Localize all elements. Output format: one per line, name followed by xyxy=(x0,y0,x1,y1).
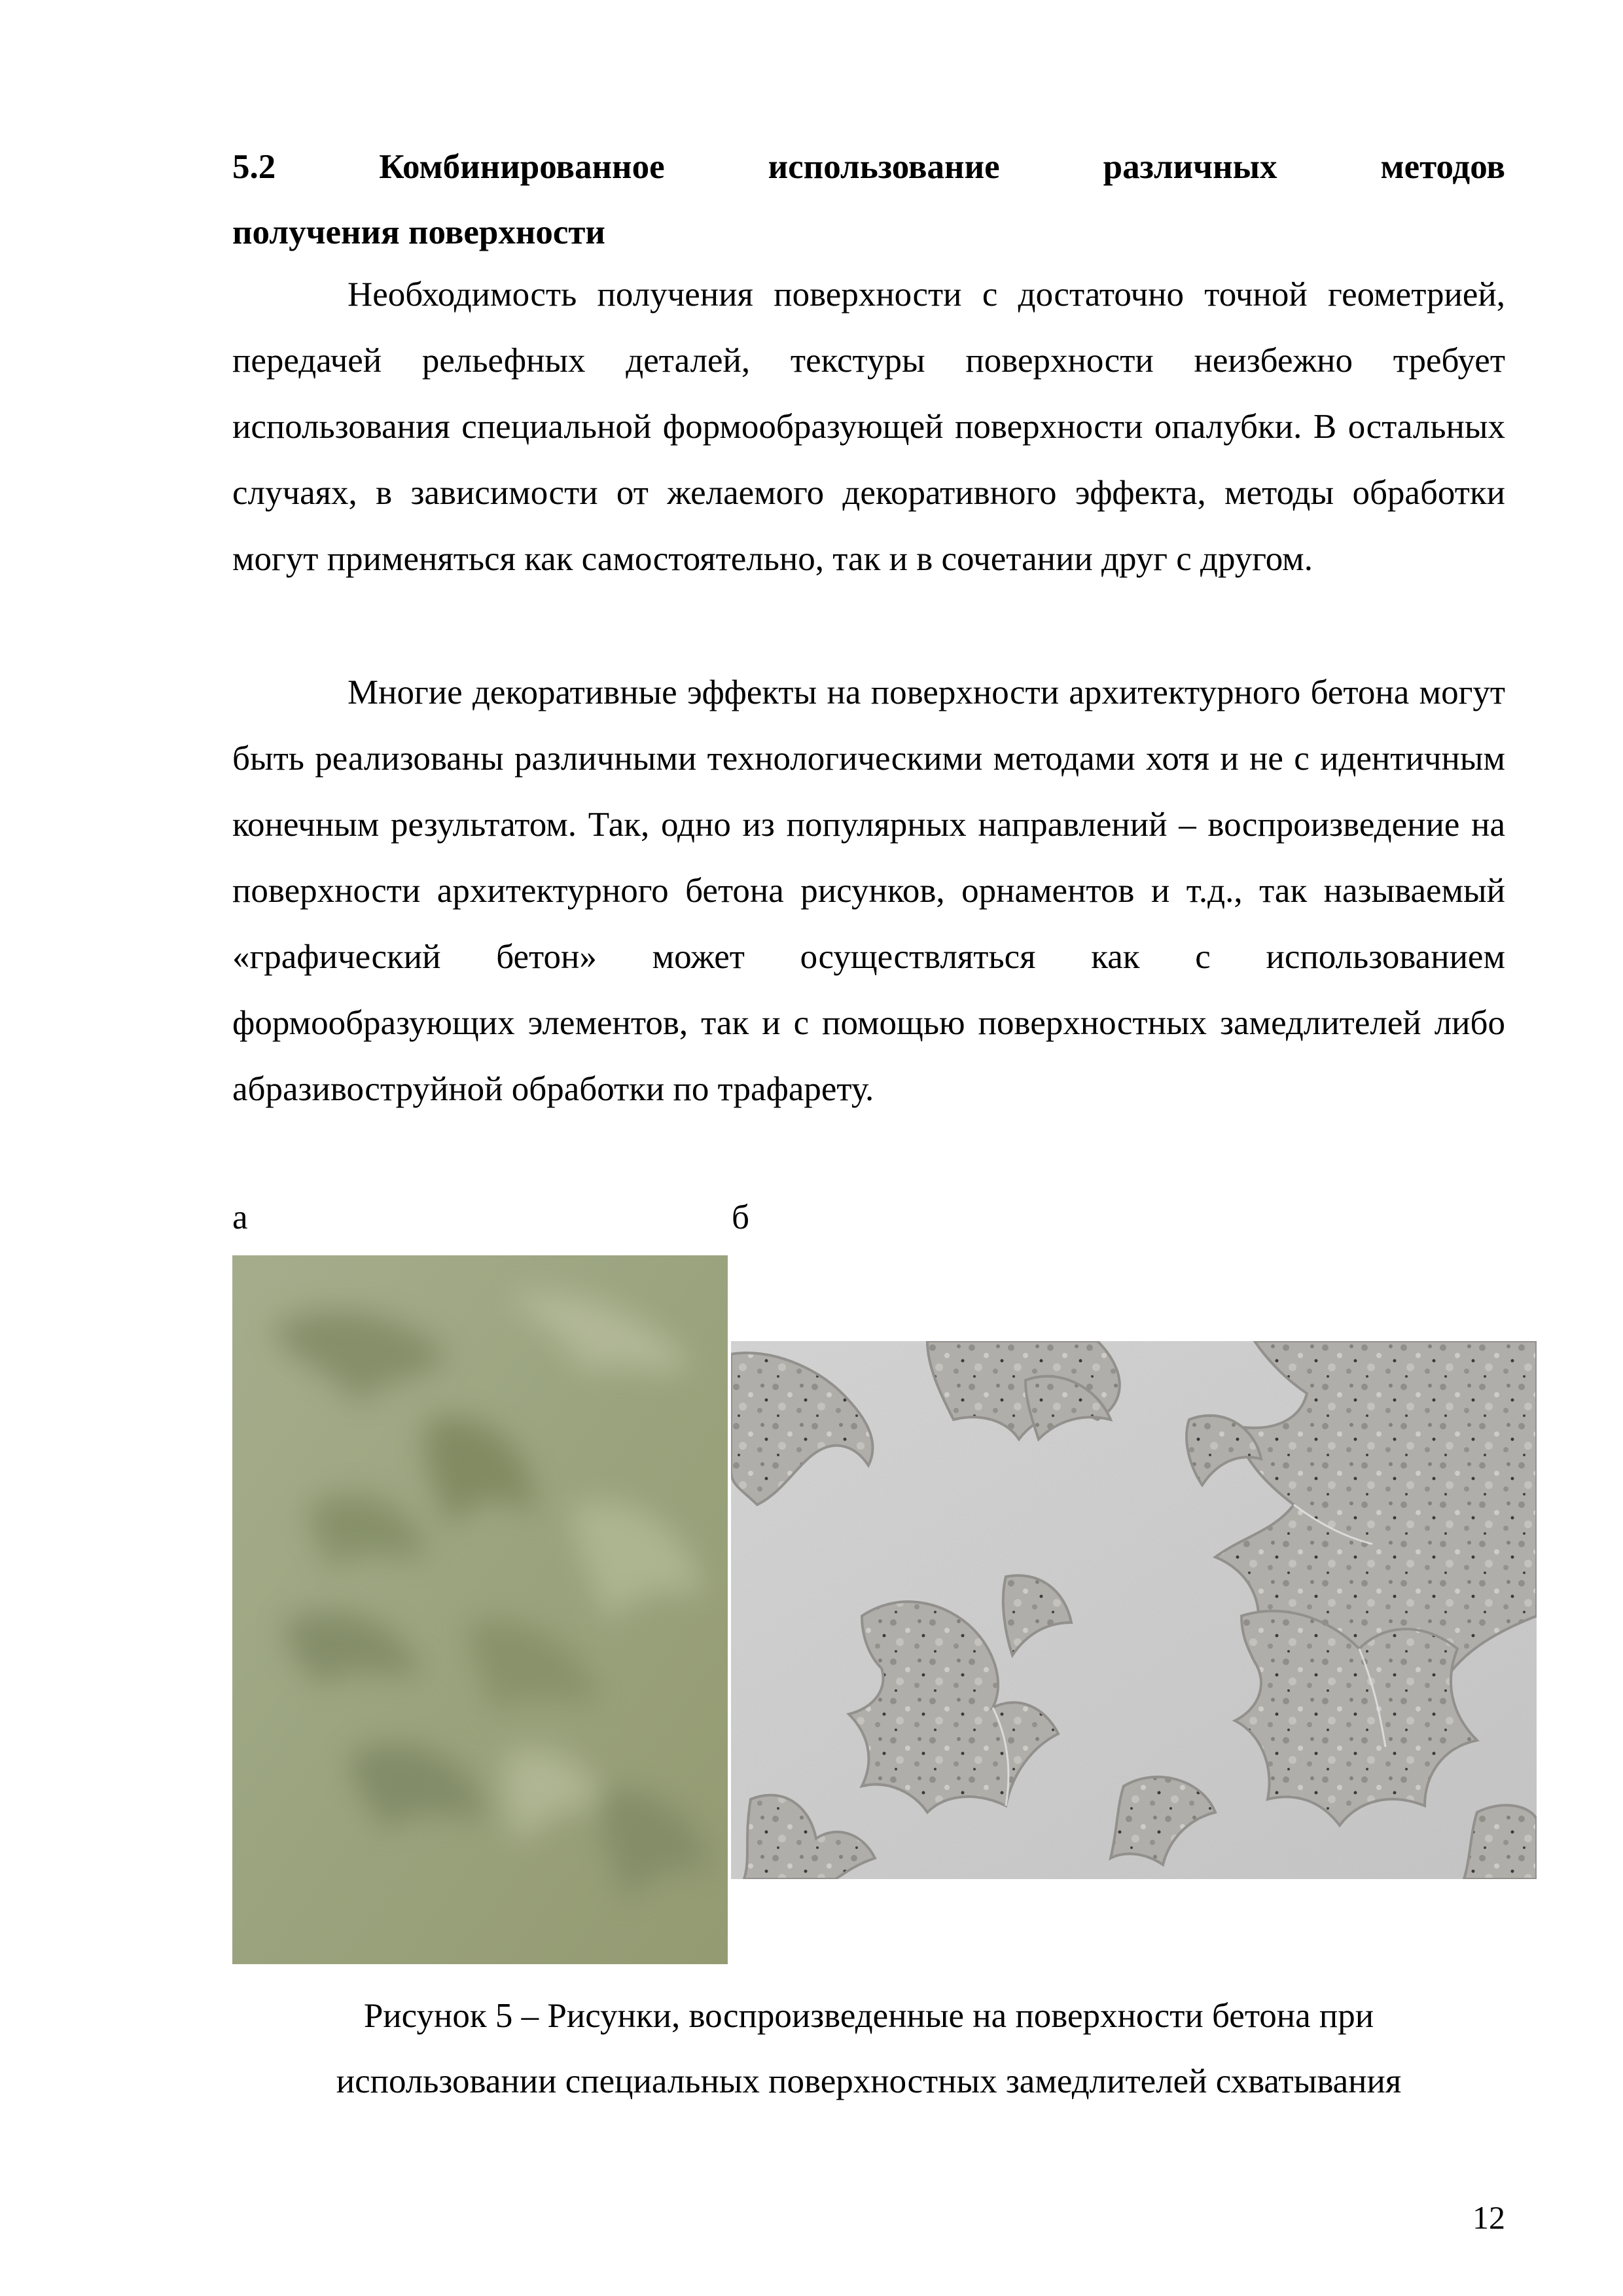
section-heading-line1 xyxy=(232,134,1505,200)
figure-label-b: б xyxy=(732,1198,749,1236)
figure-caption-line1: Рисунок 5 – Рисунки, воспроизведенные на поверхности бетона при xyxy=(363,1997,1374,2035)
heading-word: использование xyxy=(768,148,1000,186)
section-number: 5.2 xyxy=(232,148,276,186)
paragraph-1: Необходимость получения поверхности с достаточно точной геометрией, передачей рельефных деталей, текстуры поверхности неизбежно требует использования специальной формообразующей поверхности опалубки. В остальных случаях, в зависимости от желаемого декоративного эффекта, методы обработки могут применяться как самостоятельно, так и в сочетании друг с другом. xyxy=(232,276,1505,578)
figure-caption xyxy=(232,1983,1505,2114)
heading-word: методов xyxy=(1380,148,1506,186)
section-heading xyxy=(232,134,1505,265)
figure-label-a: а xyxy=(232,1198,248,1236)
page-number: 12 xyxy=(1472,2199,1505,2236)
photo-green-concrete-surface xyxy=(232,1255,728,1964)
paragraph-2: Многие декоративные эффекты на поверхности архитектурного бетона могут быть реализованы различными технологическими методами хотя и не с идентичным конечным результатом. Так, одно из популярных направлений – воспроизведение на поверхности архитектурного бетона рисунков, орнаментов и т.д., так называемый «графический бетон» может осуществляться как с использованием формообразующих элементов, так и с помощью поверхностных замедлителей либо абразивоструйной обработки по трафарету. xyxy=(232,673,1505,1108)
heading-word: Комбинированное xyxy=(379,148,665,186)
figure-caption-line2: использовании специальных поверхностных замедлителей схватывания xyxy=(336,2062,1402,2100)
photo-concrete-floral-ornament xyxy=(731,1341,1537,1879)
section-heading-line2: получения поверхности xyxy=(232,213,605,251)
heading-word: различных xyxy=(1103,148,1277,186)
